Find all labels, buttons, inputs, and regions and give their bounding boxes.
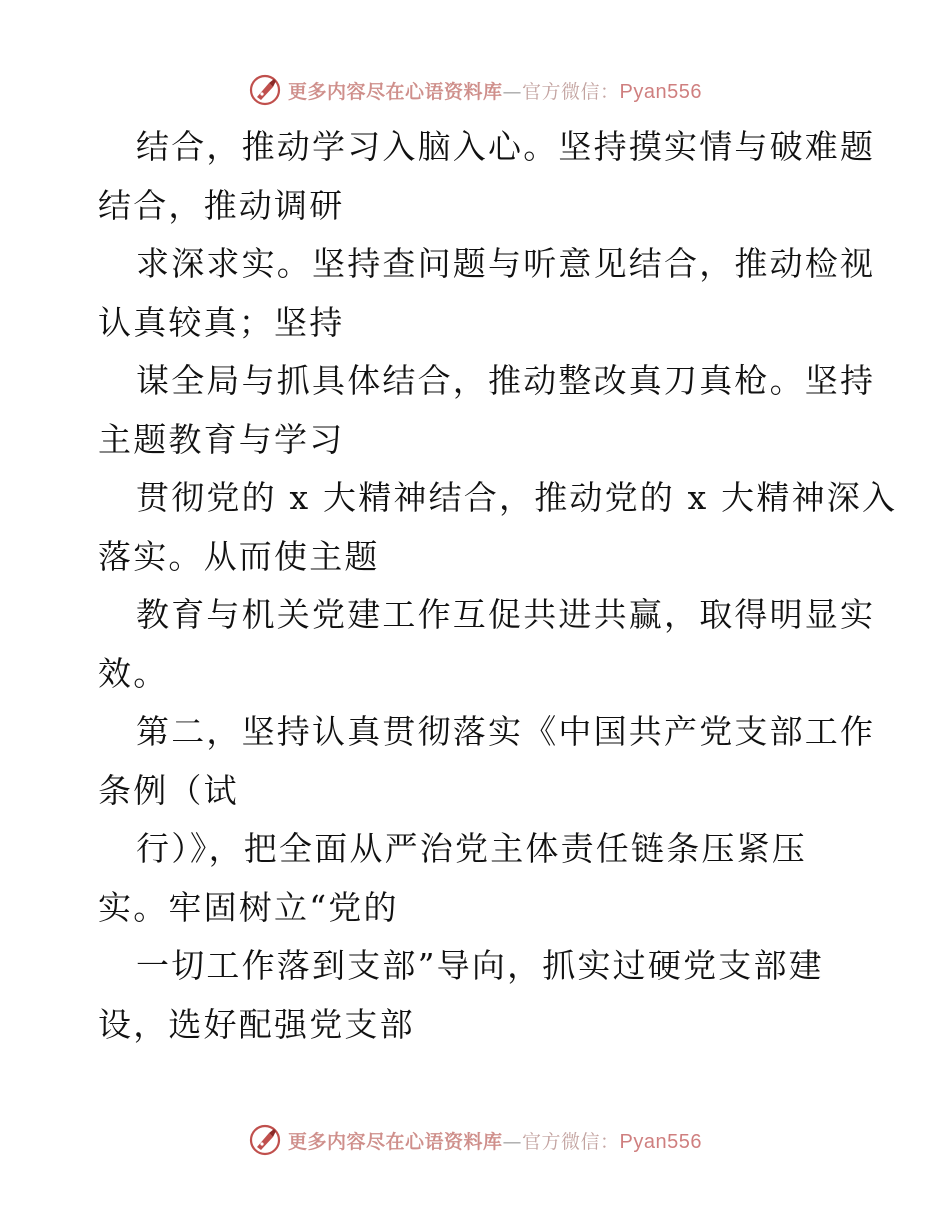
pen-nib-logo-icon: [248, 1123, 282, 1157]
text-line: 效。: [98, 653, 169, 693]
text-line: 主题教育与学习: [98, 419, 345, 459]
banner-separator: —: [502, 1130, 523, 1153]
text-line: 结合，推动调研: [98, 185, 345, 225]
text-line: 一切工作落到支部”导向，抓实过硬党支部建: [136, 946, 824, 985]
text-line: 结合，推动学习入脑入心。坚持摸实情与破难题: [136, 127, 876, 166]
text-line: 第二，坚持认真贯彻落实《中国共产党支部工作: [136, 712, 876, 751]
text-line: 落实。从而使主题: [98, 536, 380, 576]
text-line: 条例（试: [98, 770, 239, 810]
text-line: 贯彻党的 x 大精神结合，推动党的 x 大精神深入: [136, 478, 898, 517]
text-line: 求深求实。坚持查问题与听意见结合，推动检视: [136, 244, 876, 283]
text-line: 认真较真；坚持: [98, 302, 345, 342]
header-watermark: [0, 70, 950, 110]
banner-account-id: Pyan556: [619, 80, 702, 103]
pen-nib-logo-icon: [248, 73, 282, 107]
banner-official-text: 官方微信：: [522, 80, 620, 103]
text-line: 设，选好配强党支部: [98, 1004, 415, 1044]
banner-library-text: 更多内容尽在心语资料库: [288, 1130, 503, 1153]
banner-library-text: 更多内容尽在心语资料库: [288, 80, 503, 103]
text-line: 谋全局与抓具体结合，推动整改真刀真枪。坚持: [136, 361, 876, 400]
banner-separator: —: [502, 80, 523, 103]
document-body: [98, 118, 898, 1054]
banner-account-id: Pyan556: [619, 1130, 702, 1153]
text-line: 行）》，把全面从严治党主体责任链条压紧压: [136, 829, 807, 868]
footer-watermark: [0, 1120, 950, 1160]
banner-official-text: 官方微信：: [522, 1130, 620, 1153]
text-line: 实。牢固树立“党的: [98, 887, 399, 927]
text-line: 教育与机关党建工作互促共进共赢，取得明显实: [136, 595, 876, 634]
